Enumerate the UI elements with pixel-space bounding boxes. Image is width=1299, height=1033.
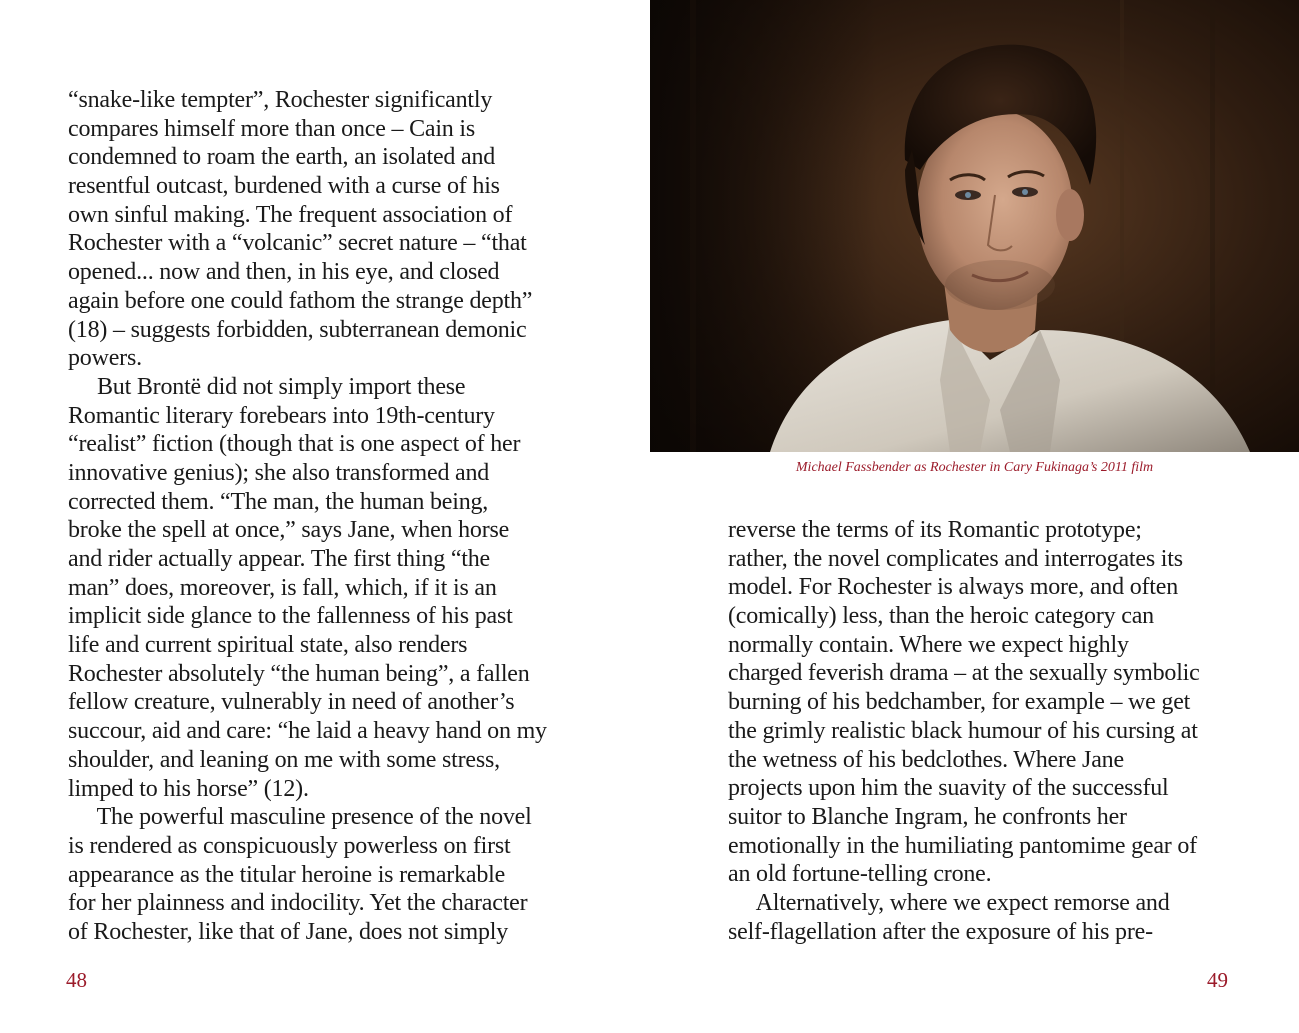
text-line: burning of his bedchamber, for example – we get [728, 689, 1191, 716]
text-line: Romantic literary forebears into 19th-century [68, 402, 495, 429]
text-line: normally contain. Where we expect highly [728, 631, 1129, 658]
text-line: charged feverish drama – at the sexually symbolic [728, 660, 1200, 687]
text-line: life and current spiritual state, also renders [68, 632, 468, 659]
text-line: resentful outcast, burdened with a curse of his [68, 173, 500, 200]
text-line: own sinful making. The frequent association of [68, 201, 513, 228]
text-line: (18) – suggests forbidden, subterranean demonic [68, 316, 527, 343]
text-line: innovative genius); she also transformed and [68, 459, 490, 486]
text-line: fellow creature, vulnerably in need of another’s [68, 689, 515, 716]
text-line: an old fortune-telling crone. [728, 861, 992, 888]
text-line: corrected them. “The man, the human being, [68, 488, 489, 515]
right-page [650, 0, 1299, 1033]
text-line: shoulder, and leaning on me with some stress, [68, 746, 500, 773]
text-line: suitor to Blanche Ingram, he confronts her [728, 803, 1127, 830]
page-number-left: 48 [66, 968, 87, 992]
text-line: rather, the novel complicates and interrogates its [728, 545, 1183, 572]
left-body-text [68, 86, 547, 947]
text-line: is rendered as conspicuously powerless on first [68, 832, 511, 859]
text-line: appearance as the titular heroine is remarkable [68, 861, 506, 888]
text-line: (comically) less, than the heroic category can [728, 603, 1154, 630]
text-line: man” does, moreover, is fall, which, if it is an [68, 574, 497, 601]
text-line: opened... now and then, in his eye, and closed [68, 259, 500, 286]
text-line: “snake-like tempter”, Rochester significantly [68, 87, 493, 113]
text-line: the wetness of his bedclothes. Where Jane [728, 746, 1124, 773]
text-line: succour, aid and care: “he laid a heavy hand on my [68, 718, 547, 745]
photo-caption: Michael Fassbender as Rochester in Cary Fukinaga’s 2011 film [795, 460, 1154, 475]
text-line: reverse the terms of its Romantic prototype; [728, 517, 1142, 543]
portrait-image [650, 0, 1299, 452]
text-line: model. For Rochester is always more, and often [728, 574, 1179, 601]
text-line: “realist” fiction (though that is one aspect of her [68, 431, 521, 458]
text-line: projects upon him the suavity of the successful [728, 775, 1169, 802]
text-line: implicit side glance to the fallenness of his past [68, 603, 513, 630]
text-line: compares himself more than once – Cain is [68, 115, 476, 142]
text-line: powers. [68, 345, 142, 372]
film-still-photo [650, 0, 1299, 452]
text-line: for her plainness and indocility. Yet the character [68, 890, 528, 917]
text-line: and rider actually appear. The first thing “the [68, 546, 490, 572]
right-body-text [728, 516, 1200, 946]
text-line: Alternatively, where we expect remorse and [728, 889, 1170, 916]
text-line: Rochester absolutely “the human being”, a fallen [68, 660, 530, 687]
text-line: condemned to roam the earth, an isolated and [68, 144, 496, 171]
text-line: The powerful masculine presence of the novel [68, 804, 532, 831]
text-line: broke the spell at once,” says Jane, when horse [68, 517, 510, 544]
text-line: emotionally in the humiliating pantomime gear of [728, 832, 1197, 859]
page-number-right: 49 [1207, 968, 1228, 992]
text-line: limped to his horse” (12). [68, 775, 309, 802]
text-line: But Brontë did not simply import these [68, 373, 466, 400]
text-line: Rochester with a “volcanic” secret nature – “that [68, 230, 527, 257]
text-line: the grimly realistic black humour of his cursing at [728, 717, 1198, 744]
text-line: of Rochester, like that of Jane, does not simply [68, 918, 509, 945]
text-line: self-flagellation after the exposure of his pre- [728, 918, 1153, 945]
text-line: again before one could fathom the strange depth” [68, 287, 533, 314]
